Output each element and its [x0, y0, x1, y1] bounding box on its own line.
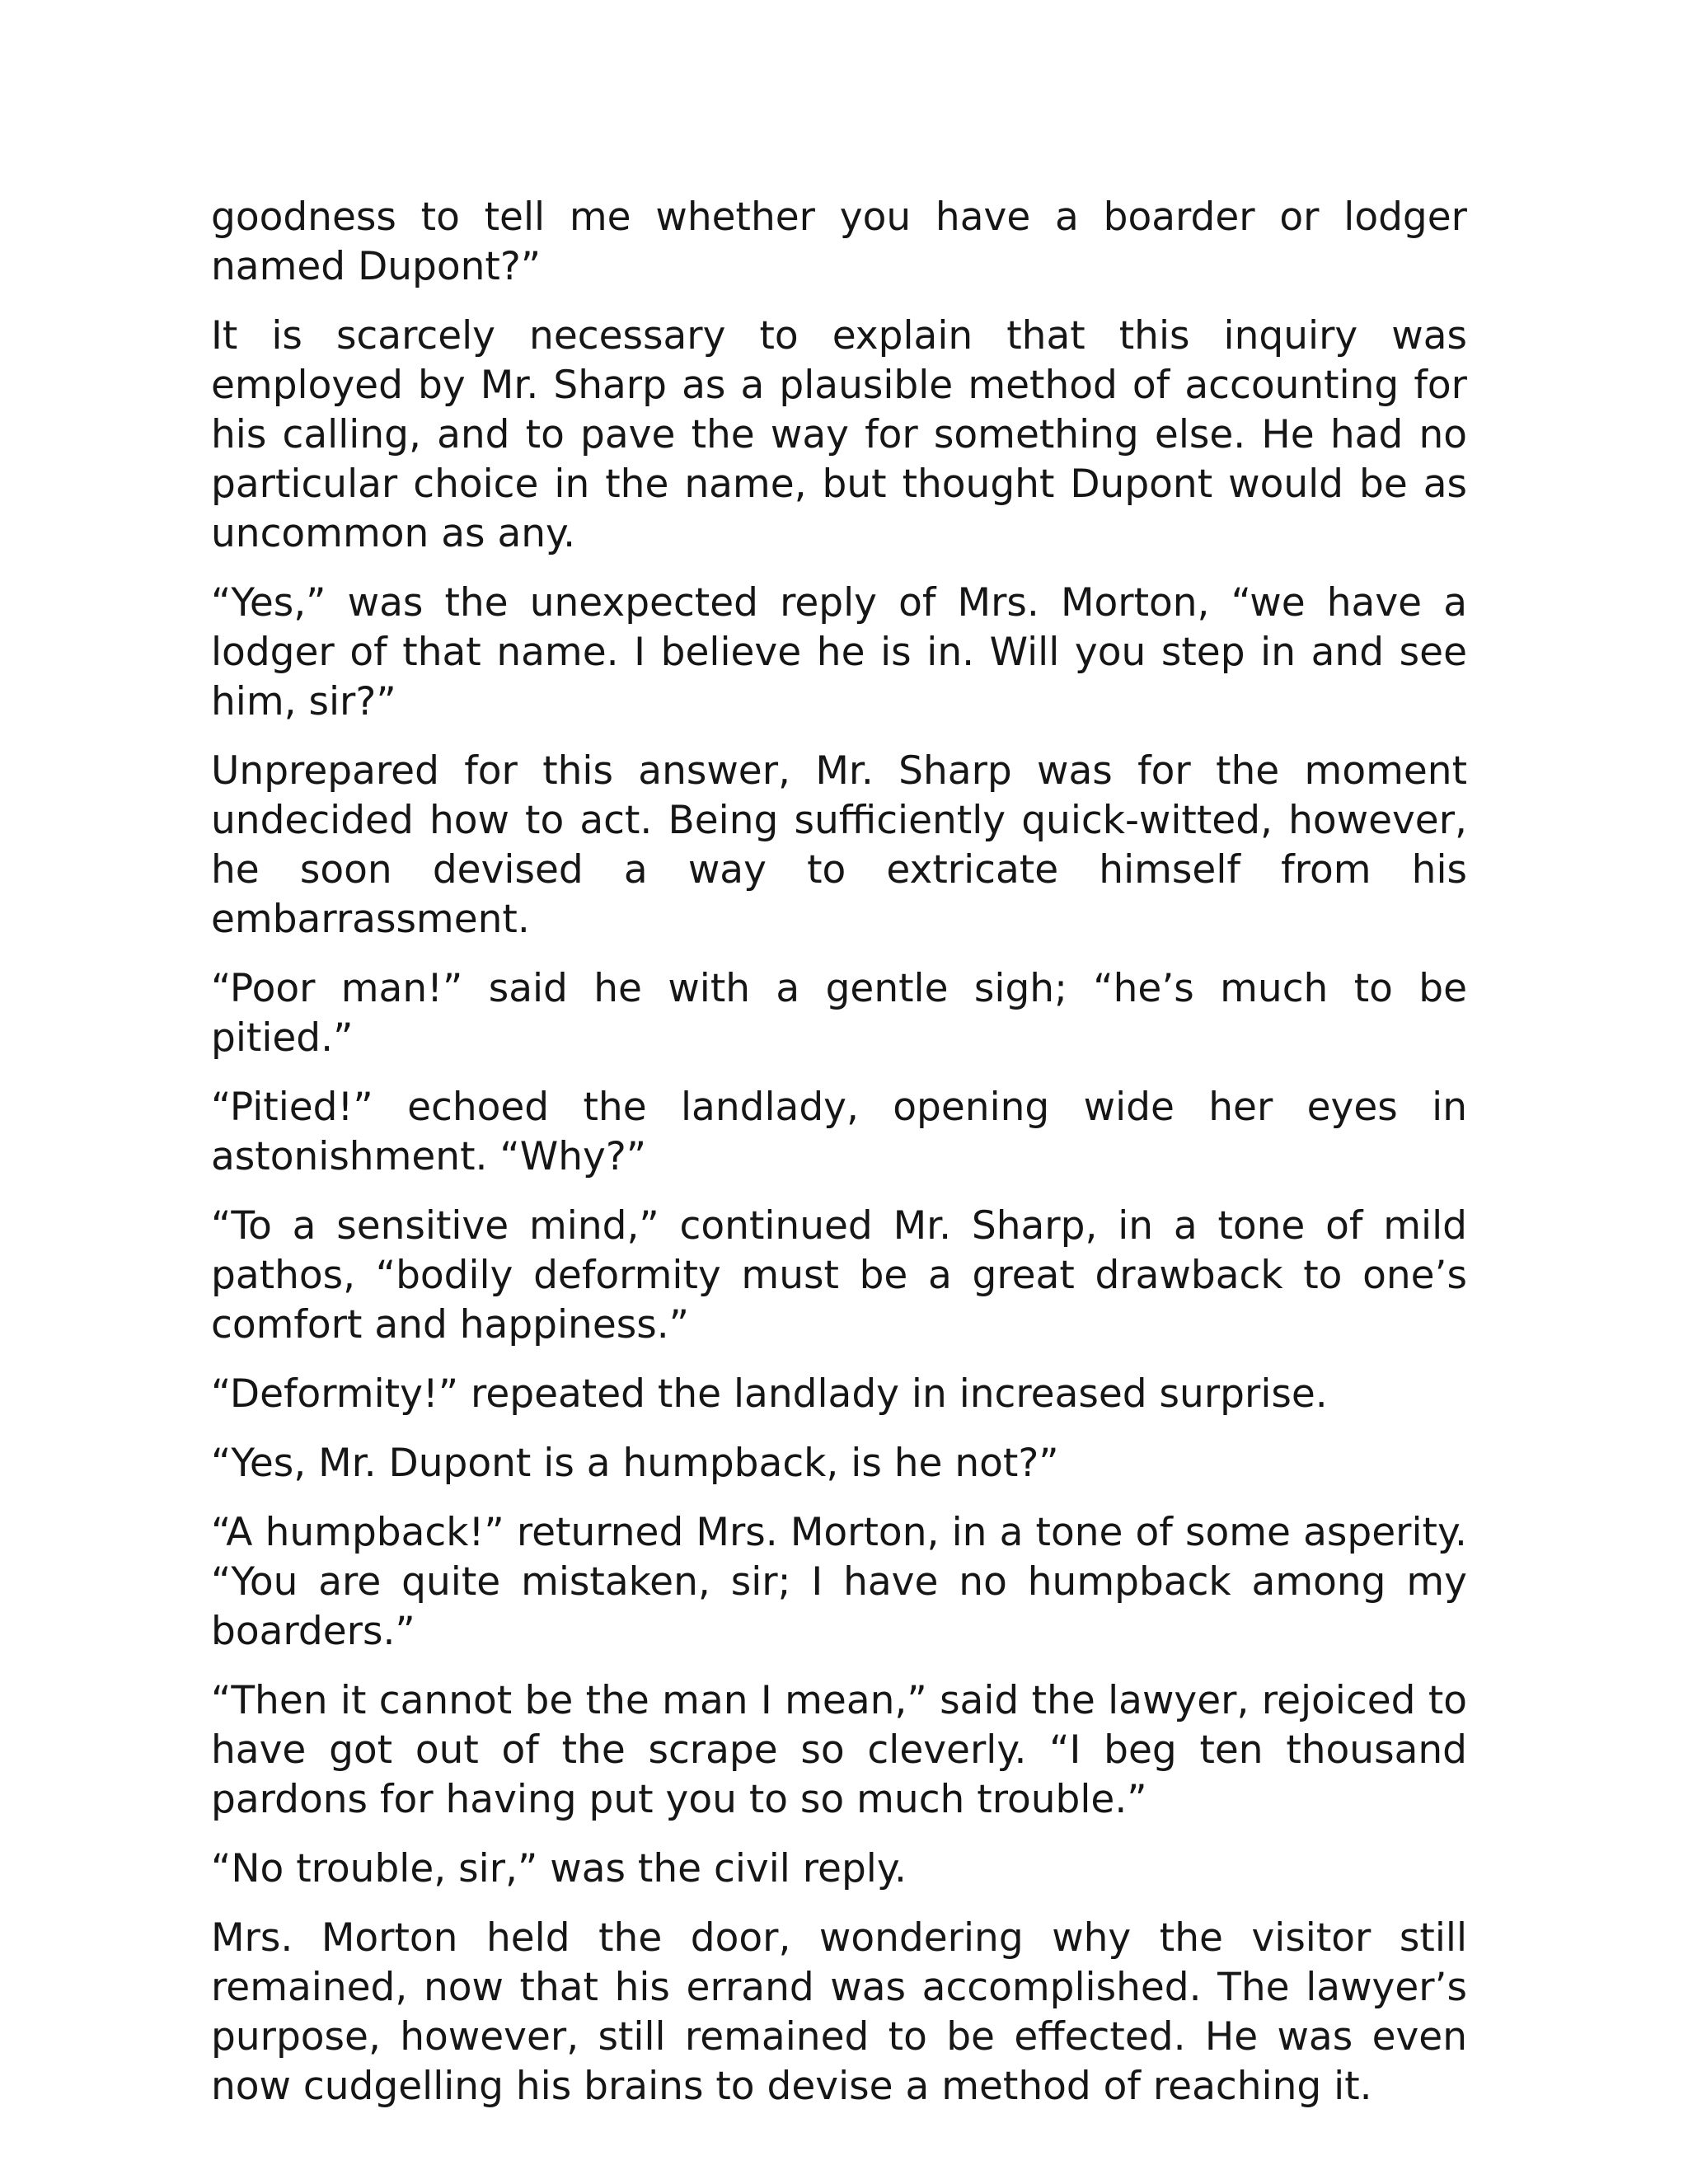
paragraph: “To a sensitive mind,” continued Mr. Sharp, in a tone of mild pathos, “bodily deformity must be a great drawback to one’s comfort and happiness.” — [211, 1203, 1467, 1347]
paragraph: “Yes,” was the unexpected reply of Mrs. Morton, “we have a lodger of that name. I believe he is in. Will you step in and see him, sir?” — [211, 580, 1467, 724]
paragraph: “No trouble, sir,” was the civil reply. — [211, 1846, 907, 1891]
paragraph: “Then it cannot be the man I mean,” said the lawyer, rejoiced to have got out of the scrape so cleverly. “I beg ten thousand pardons for having put you to so much trouble.” — [211, 1678, 1467, 1822]
paragraph: It is scarcely necessary to explain that this inquiry was employed by Mr. Sharp as a plausible method of accounting for his calling, and to pave the way for something else. He had no particular choice in the name, but thought Dupont would be as uncommon as any. — [211, 313, 1467, 556]
paragraph: “Deformity!” repeated the landlady in increased surprise. — [211, 1371, 1328, 1417]
paragraph: goodness to tell me whether you have a boarder or lodger named Dupont?” — [211, 194, 1467, 289]
paragraph: “A humpback!” returned Mrs. Morton, in a tone of some asperity. “You are quite mistaken, sir; I have no humpback among my boarders.” — [211, 1510, 1467, 1654]
paragraph: “Yes, Mr. Dupont is a humpback, is he not?” — [211, 1441, 1059, 1486]
paragraph: “Poor man!” said he with a gentle sigh; “he’s much to be pitied.” — [211, 966, 1467, 1061]
paragraph: Mrs. Morton held the door, wondering why the visitor still remained, now that his errand was accomplished. The lawyer’s purpose, however, still remained to be effected. He was even now cudgelling his brains to devise a method of reaching it. — [211, 1915, 1467, 2109]
paragraph: “Pitied!” echoed the landlady, opening wide her eyes in astonishment. “Why?” — [211, 1085, 1467, 1179]
page-text — [211, 193, 1467, 2111]
paragraph: Unprepared for this answer, Mr. Sharp was for the moment undecided how to act. Being sufficiently quick-witted, however, he soon devised a way to extricate himself from his embarrassment. — [211, 748, 1467, 942]
